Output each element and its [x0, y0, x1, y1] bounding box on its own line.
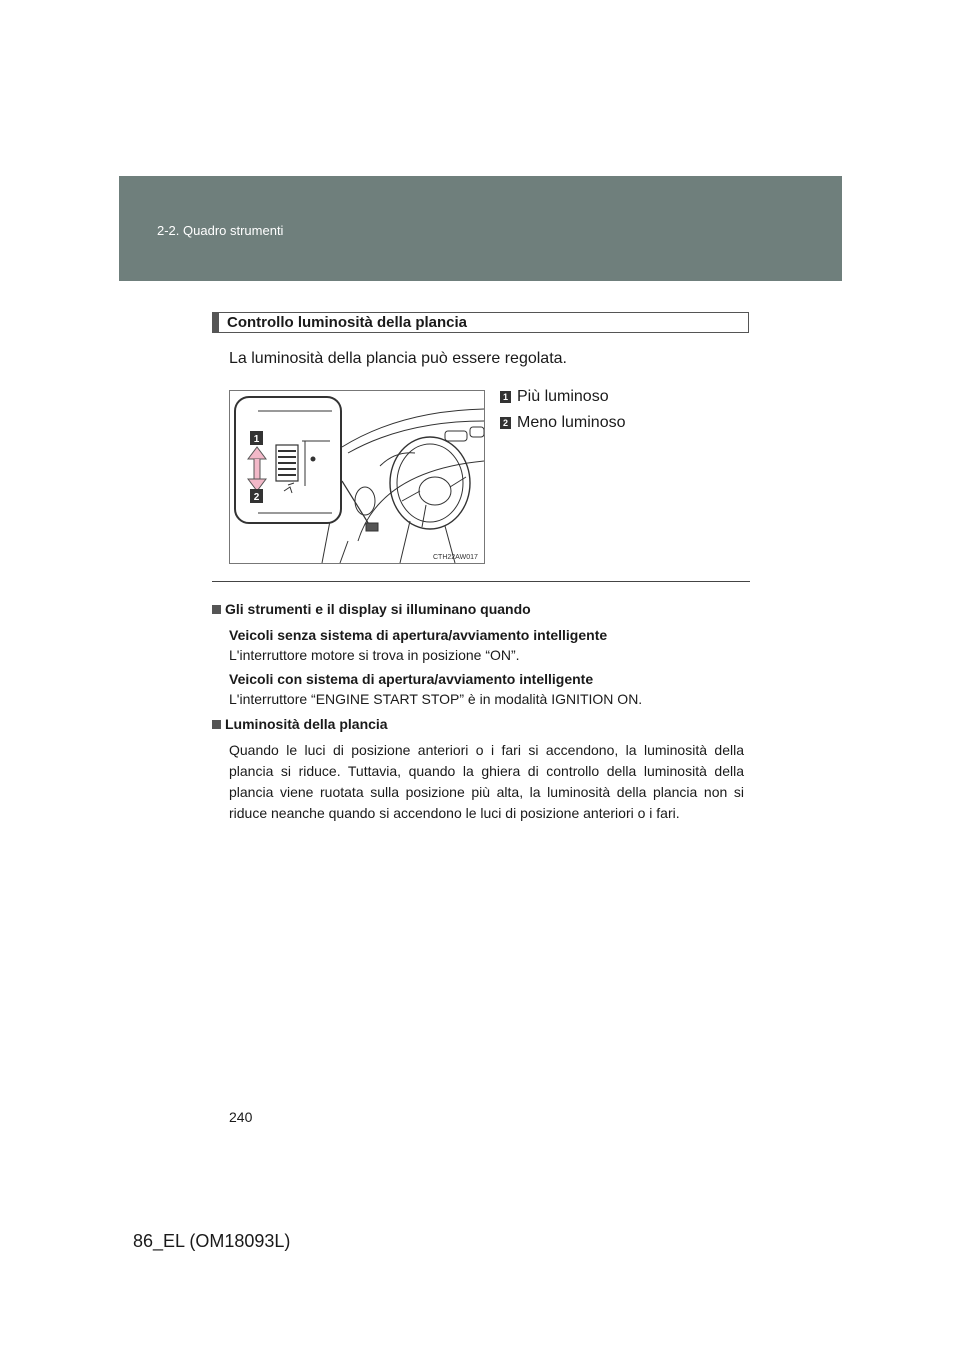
- legend-label-1: Più luminoso: [517, 388, 609, 405]
- heading-bar: [213, 313, 219, 332]
- note-title-illumination: [212, 601, 531, 617]
- figure-code: CTH22AW017: [433, 554, 478, 561]
- dashboard-illustration: [229, 390, 485, 564]
- heading-text: Controllo luminosità della plancia: [227, 314, 468, 331]
- section-breadcrumb: 2-2. Quadro strumenti: [157, 223, 284, 238]
- divider: [212, 581, 750, 582]
- intro-text: La luminosità della plancia può essere regolata.: [229, 350, 567, 367]
- legend-number-2: 2: [500, 417, 511, 429]
- header-band: [119, 176, 842, 281]
- legend-item-1: [500, 388, 609, 406]
- dashboard-drawing: [230, 391, 484, 563]
- callout-1-number: 1: [253, 434, 260, 445]
- square-bullet-icon: [212, 605, 221, 614]
- callout-2-number: 2: [253, 492, 260, 503]
- legend-number-1: 1: [500, 391, 511, 403]
- text-without-smart-entry: L'interruttore motore si trova in posizione “ON”.: [229, 647, 520, 663]
- text-with-smart-entry: L'interruttore “ENGINE START STOP” è in modalità IGNITION ON.: [229, 691, 643, 707]
- document-code: 86_EL (OM18093L): [133, 1231, 291, 1251]
- section-heading: [212, 312, 749, 333]
- brightness-paragraph: Quando le luci di posizione anteriori o i fari si accendono, la luminosità della plancia si riduce. Tuttavia, quando la ghiera di controllo della luminosità della plancia viene ruotata sulla posizione più alta, la luminosità della plancia non si riduce neanche quando si accendono le luci di posizione anteriori o i fari.: [229, 742, 744, 821]
- subhead-with-smart-entry: Veicoli con sistema di apertura/avviamento intelligente: [229, 671, 594, 687]
- legend-item-2: [500, 414, 626, 432]
- note-title-brightness: [212, 716, 388, 732]
- square-bullet-icon: [212, 720, 221, 729]
- note-title-text: Luminosità della plancia: [225, 716, 388, 732]
- page-number: 240: [229, 1109, 253, 1125]
- legend-label-2: Meno luminoso: [517, 414, 626, 431]
- subhead-without-smart-entry: Veicoli senza sistema di apertura/avviamento intelligente: [229, 627, 608, 643]
- note-title-text: Gli strumenti e il display si illuminano quando: [225, 601, 531, 617]
